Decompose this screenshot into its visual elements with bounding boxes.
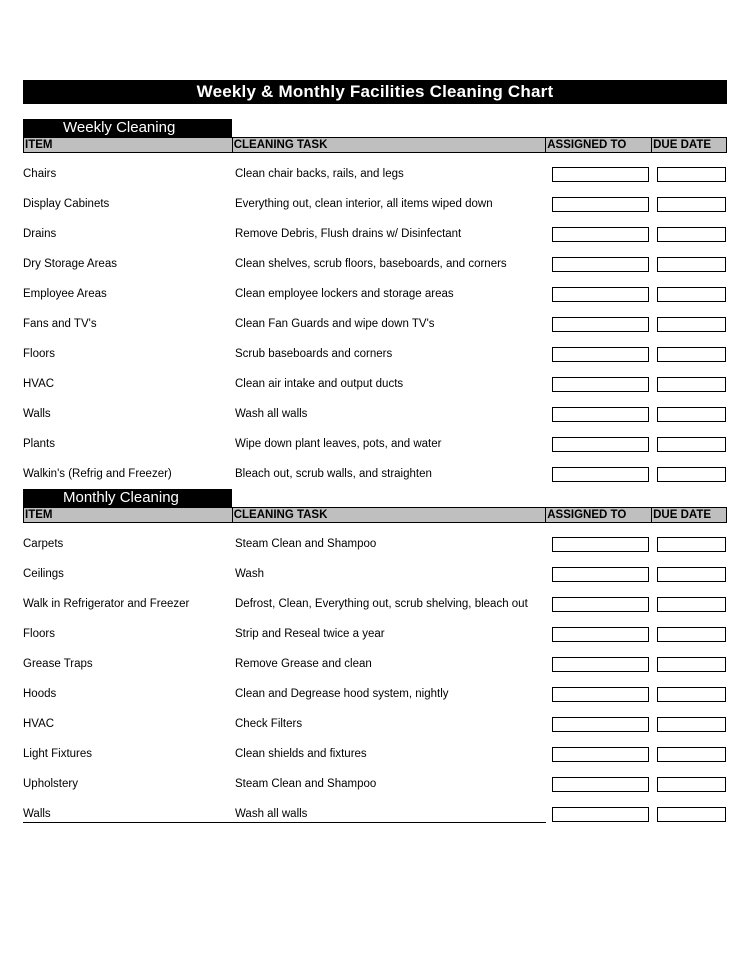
task-cell: Clean Fan Guards and wipe down TV's <box>235 318 435 330</box>
due-date-field[interactable] <box>657 407 726 422</box>
due-date-field[interactable] <box>657 657 726 672</box>
task-cell: Wash all walls <box>235 808 308 820</box>
due-date-field[interactable] <box>657 197 726 212</box>
due-date-cell <box>652 167 727 182</box>
assigned-to-cell <box>546 227 652 242</box>
assigned-to-field[interactable] <box>552 287 649 302</box>
task-cell: Steam Clean and Shampoo <box>235 778 377 790</box>
assigned-to-field[interactable] <box>552 437 649 452</box>
assigned-to-field[interactable] <box>552 747 649 762</box>
bottom-rule <box>23 822 546 823</box>
due-date-cell <box>652 257 727 272</box>
due-date-cell <box>652 227 727 242</box>
task-cell: Remove Grease and clean <box>235 658 372 670</box>
due-date-cell <box>652 807 727 822</box>
due-date-cell <box>652 287 727 302</box>
chart-content <box>23 80 727 823</box>
item-cell: HVAC <box>23 378 55 390</box>
assigned-to-cell <box>546 347 652 362</box>
due-date-cell <box>652 657 727 672</box>
task-cell: Clean chair backs, rails, and legs <box>235 168 404 180</box>
due-date-field[interactable] <box>657 717 726 732</box>
item-cell: Floors <box>23 348 55 360</box>
due-date-cell <box>652 347 727 362</box>
task-cell: Strip and Reseal twice a year <box>235 628 385 640</box>
page-title: Weekly & Monthly Facilities Cleaning Chart <box>23 80 727 104</box>
assigned-to-field[interactable] <box>552 197 649 212</box>
section-title: Weekly Cleaning <box>23 119 232 137</box>
task-cell: Remove Debris, Flush drains w/ Disinfectant <box>235 228 462 240</box>
task-cell: Wipe down plant leaves, pots, and water <box>235 438 442 450</box>
assigned-to-cell <box>546 257 652 272</box>
item-cell: Dry Storage Areas <box>23 258 117 270</box>
task-cell: Bleach out, scrub walls, and straighten <box>235 468 432 480</box>
due-date-field[interactable] <box>657 627 726 642</box>
due-date-cell <box>652 377 727 392</box>
due-date-field[interactable] <box>657 227 726 242</box>
table-row <box>23 529 727 559</box>
table-row <box>23 619 727 649</box>
column-header-row <box>23 137 727 153</box>
item-cell: Chairs <box>23 168 57 180</box>
assigned-to-field[interactable] <box>552 407 649 422</box>
item-cell: Grease Traps <box>23 658 93 670</box>
assigned-to-cell <box>546 467 652 482</box>
assigned-to-field[interactable] <box>552 317 649 332</box>
due-date-field[interactable] <box>657 437 726 452</box>
task-cell: Scrub baseboards and corners <box>235 348 393 360</box>
task-cell: Steam Clean and Shampoo <box>235 538 377 550</box>
task-cell: Clean and Degrease hood system, nightly <box>235 688 449 700</box>
task-cell: Everything out, clean interior, all items wiped down <box>235 198 493 210</box>
due-date-field[interactable] <box>657 567 726 582</box>
due-date-field[interactable] <box>657 597 726 612</box>
item-cell: Ceilings <box>23 568 64 580</box>
assigned-to-cell <box>546 597 652 612</box>
due-date-field[interactable] <box>657 777 726 792</box>
due-date-cell <box>652 747 727 762</box>
assigned-to-field[interactable] <box>552 807 649 822</box>
due-date-cell <box>652 777 727 792</box>
table-row <box>23 679 727 709</box>
assigned-to-field[interactable] <box>552 537 649 552</box>
due-date-field[interactable] <box>657 747 726 762</box>
task-cell: Wash all walls <box>235 408 308 420</box>
task-cell: Clean air intake and output ducts <box>235 378 404 390</box>
due-date-cell <box>652 627 727 642</box>
due-date-field[interactable] <box>657 377 726 392</box>
column-header-row <box>23 507 727 523</box>
table-row <box>23 399 727 429</box>
assigned-to-field[interactable] <box>552 167 649 182</box>
assigned-to-field[interactable] <box>552 377 649 392</box>
table-row <box>23 279 727 309</box>
table-row <box>23 649 727 679</box>
column-header-due-date: DUE DATE <box>652 138 727 152</box>
assigned-to-cell <box>546 657 652 672</box>
item-cell: Floors <box>23 628 55 640</box>
due-date-field[interactable] <box>657 257 726 272</box>
table-row <box>23 739 727 769</box>
item-cell: Walk in Refrigerator and Freezer <box>23 598 190 610</box>
due-date-field[interactable] <box>657 807 726 822</box>
assigned-to-field[interactable] <box>552 567 649 582</box>
item-cell: Drains <box>23 228 57 240</box>
table-row <box>23 559 727 589</box>
table-row <box>23 339 727 369</box>
item-cell: Walls <box>23 808 51 820</box>
assigned-to-cell <box>546 317 652 332</box>
item-cell: Walkin's (Refrig and Freezer) <box>23 468 172 480</box>
due-date-cell <box>652 317 727 332</box>
assigned-to-cell <box>546 197 652 212</box>
task-cell: Check Filters <box>235 718 303 730</box>
column-header-assigned-to: ASSIGNED TO <box>546 508 652 522</box>
task-cell: Defrost, Clean, Everything out, scrub shelving, bleach out <box>235 598 528 610</box>
table-row <box>23 429 727 459</box>
sections-container <box>23 119 727 829</box>
due-date-cell <box>652 717 727 732</box>
due-date-field[interactable] <box>657 537 726 552</box>
table-row <box>23 769 727 799</box>
item-cell: Light Fixtures <box>23 748 93 760</box>
task-cell: Clean shields and fixtures <box>235 748 367 760</box>
column-header-cleaning-task: CLEANING TASK <box>233 508 547 522</box>
assigned-to-field[interactable] <box>552 227 649 242</box>
table-row <box>23 249 727 279</box>
due-date-field[interactable] <box>657 467 726 482</box>
task-cell: Clean shelves, scrub floors, baseboards, and corners <box>235 258 507 270</box>
item-cell: HVAC <box>23 718 55 730</box>
due-date-cell <box>652 687 727 702</box>
task-cell: Clean employee lockers and storage areas <box>235 288 454 300</box>
item-cell: Display Cabinets <box>23 198 110 210</box>
due-date-cell <box>652 197 727 212</box>
assigned-to-field[interactable] <box>552 687 649 702</box>
column-header-cleaning-task: CLEANING TASK <box>233 138 547 152</box>
table-row <box>23 799 727 829</box>
cleaning-section <box>23 119 727 489</box>
assigned-to-cell <box>546 777 652 792</box>
assigned-to-cell <box>546 167 652 182</box>
table-row <box>23 189 727 219</box>
assigned-to-field[interactable] <box>552 597 649 612</box>
table-row <box>23 459 727 489</box>
rows-container <box>23 529 727 829</box>
assigned-to-field[interactable] <box>552 657 649 672</box>
item-cell: Walls <box>23 408 51 420</box>
item-cell: Carpets <box>23 538 64 550</box>
due-date-cell <box>652 537 727 552</box>
column-header-item: ITEM <box>24 508 233 522</box>
assigned-to-cell <box>546 377 652 392</box>
due-date-cell <box>652 597 727 612</box>
assigned-to-cell <box>546 627 652 642</box>
table-row <box>23 369 727 399</box>
assigned-to-cell <box>546 287 652 302</box>
due-date-field[interactable] <box>657 347 726 362</box>
assigned-to-cell <box>546 717 652 732</box>
assigned-to-field[interactable] <box>552 467 649 482</box>
item-cell: Upholstery <box>23 778 78 790</box>
item-cell: Fans and TV's <box>23 318 97 330</box>
column-header-due-date: DUE DATE <box>652 508 727 522</box>
item-cell: Employee Areas <box>23 288 107 300</box>
due-date-cell <box>652 437 727 452</box>
assigned-to-field[interactable] <box>552 717 649 732</box>
due-date-cell <box>652 567 727 582</box>
item-cell: Plants <box>23 438 55 450</box>
table-row <box>23 219 727 249</box>
table-row <box>23 159 727 189</box>
column-header-item: ITEM <box>24 138 233 152</box>
table-row <box>23 709 727 739</box>
assigned-to-cell <box>546 747 652 762</box>
section-title: Monthly Cleaning <box>23 489 232 507</box>
assigned-to-cell <box>546 687 652 702</box>
assigned-to-cell <box>546 407 652 422</box>
rows-container <box>23 159 727 489</box>
assigned-to-cell <box>546 567 652 582</box>
column-header-assigned-to: ASSIGNED TO <box>546 138 652 152</box>
assigned-to-cell <box>546 437 652 452</box>
due-date-field[interactable] <box>657 287 726 302</box>
assigned-to-field[interactable] <box>552 257 649 272</box>
due-date-cell <box>652 467 727 482</box>
assigned-to-cell <box>546 807 652 822</box>
assigned-to-field[interactable] <box>552 627 649 642</box>
due-date-field[interactable] <box>657 317 726 332</box>
assigned-to-field[interactable] <box>552 347 649 362</box>
due-date-field[interactable] <box>657 167 726 182</box>
table-row <box>23 589 727 619</box>
cleaning-section <box>23 489 727 829</box>
task-cell: Wash <box>235 568 264 580</box>
due-date-cell <box>652 407 727 422</box>
assigned-to-field[interactable] <box>552 777 649 792</box>
assigned-to-cell <box>546 537 652 552</box>
item-cell: Hoods <box>23 688 57 700</box>
due-date-field[interactable] <box>657 687 726 702</box>
table-row <box>23 309 727 339</box>
